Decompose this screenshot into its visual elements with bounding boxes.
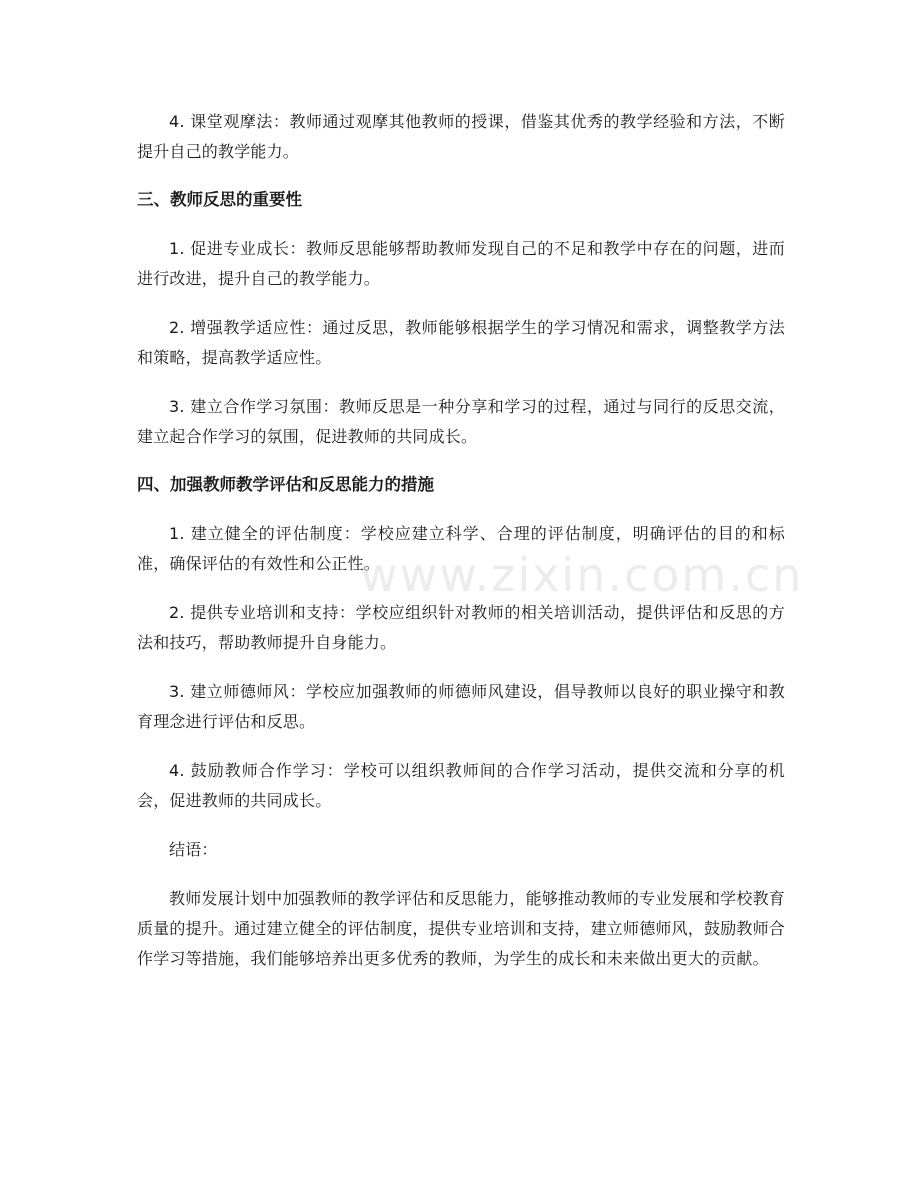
section-3-heading: 三、教师反思的重要性	[137, 190, 302, 209]
watermark: www.zixin.com.cn	[360, 548, 804, 602]
section-4-heading: 四、加强教师教学评估和反思能力的措施	[137, 475, 434, 494]
section-4-item-3: 3. 建立师德师风：学校应加强教师的师德师风建设，倡导教师以良好的职业操守和教育理念进行评估和反思。	[137, 682, 785, 731]
section-4-item-1: 1. 建立健全的评估制度：学校应建立科学、合理的评估制度，明确评估的目的和标准，确保评估的有效性和公正性。	[137, 524, 785, 573]
section-3-item-1: 1. 促进专业成长：教师反思能够帮助教师发现自己的不足和教学中存在的问题，进而进行改进，提升自己的教学能力。	[137, 239, 785, 288]
section-4-item-4: 4. 鼓励教师合作学习：学校可以组织教师间的合作学习活动，提供交流和分享的机会，促进教师的共同成长。	[137, 761, 785, 810]
section-3-item-2: 2. 增强教学适应性：通过反思，教师能够根据学生的学习情况和需求，调整教学方法和策略，提高教学适应性。	[137, 318, 785, 367]
conclusion-text: 教师发展计划中加强教师的教学评估和反思能力，能够推动教师的专业发展和学校教育质量的提升。通过建立健全的评估制度，提供专业培训和支持，建立师德师风，鼓励教师合作学习等措施，我们能够培养出更多优秀的教师，为学生的成长和未来做出更大的贡献。	[137, 889, 786, 968]
section-4-item-2: 2. 提供专业培训和支持：学校应组织针对教师的相关培训活动，提供评估和反思的方法和技巧，帮助教师提升自身能力。	[137, 603, 785, 652]
section-3-item-3: 3. 建立合作学习氛围：教师反思是一种分享和学习的过程，通过与同行的反思交流，建立起合作学习的氛围，促进教师的共同成长。	[137, 397, 785, 446]
document-body	[137, 107, 785, 993]
conclusion-label: 结语：	[169, 840, 218, 859]
item-4-classroom-observation: 4. 课堂观摩法：教师通过观摩其他教师的授课，借鉴其优秀的教学经验和方法，不断提升自己的教学能力。	[137, 112, 785, 161]
